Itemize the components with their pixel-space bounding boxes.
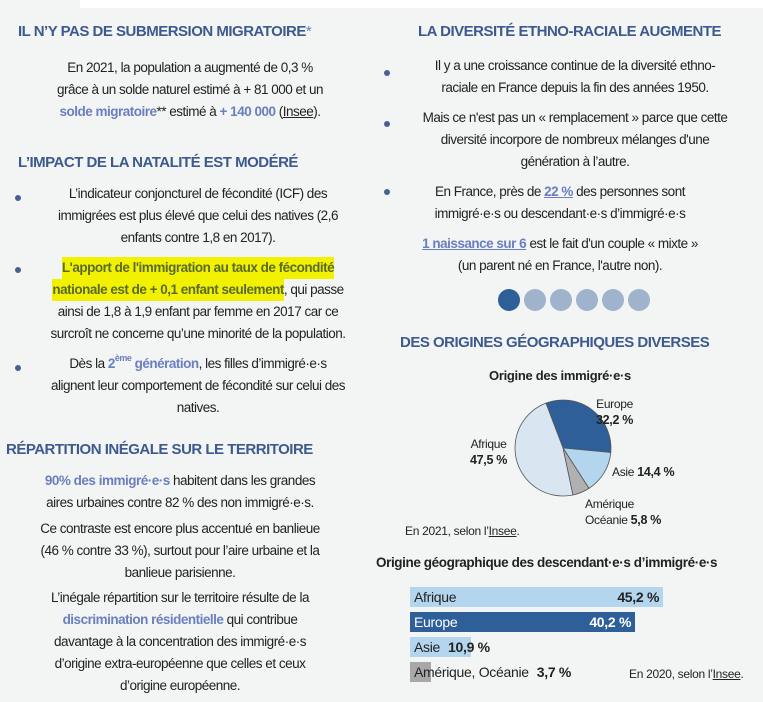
bar-label: Amérique, Océanie: [414, 664, 529, 680]
bullet-22pct: En France, près de 22 % des personnes sont immigré·e·s ou descendant·e·s d’immigré·e·s: [434, 184, 686, 221]
pie-title: Origine des immigré·e·s: [489, 368, 631, 383]
bar-value: 3,7 %: [536, 664, 572, 680]
highlight: L'apport de l'immigration au taux de fécondité: [62, 257, 334, 279]
para-urbaines: 90% des immigré·e·s habitent dans les grandes aires urbaines contre 82 % des non immigré·e·s.: [44, 473, 316, 510]
para-population: En 2021, la population a augmenté de 0,3 % grâce à un solde naturel estimé à + 81 000 et un solde migratoire ** estimé à + 140 000 ( Insee ).: [0, 57, 380, 123]
bullet-remplacement: Mais ce n'est pas un « remplacement » parce que cette diversité incorpore de nombreux mélanges d'une génération à l’autre.: [422, 110, 728, 169]
bar-label: Europe: [414, 614, 458, 630]
insee-link[interactable]: Insee: [712, 667, 741, 681]
pie-label-amerique: Amérique Océanie 5,8 %: [585, 497, 662, 527]
heading-submersion: IL N’Y PAS DE SUBMERSION MIGRATOIRE*: [18, 23, 312, 40]
bullet-generation: Dès la 2 ème génération , les filles d’immigré·e·s alignent leur comportement de fécondité sur celui des natives.: [51, 353, 345, 415]
bar-label-row: [414, 637, 490, 657]
para-banlieue: Ce contraste est encore plus accentué en banlieue (46 % contre 33 %), surtout pour l’aire urbaine et la banlieue parisienne.: [40, 521, 320, 580]
bar-title: Origine géographique des descendant·e·s d’immigré·e·s: [376, 555, 718, 570]
bar-value: 40,2 %: [589, 614, 632, 630]
bar-value: 45,2 %: [617, 589, 660, 605]
insee-link[interactable]: Insee: [282, 104, 314, 119]
heading-repartition: RÉPARTITION INÉGALE SUR LE TERRITOIRE: [6, 441, 313, 458]
bullet-apport: L'apport de l'immigration au taux de fécondité nationale est de + 0,1 enfant seulement , qui passe ainsi de 1,8 à 1,9 enfant par femme en 2017 car ce surcroît ne concerne qu’une minorité de la population.: [20, 257, 376, 345]
pie-label-asie: Asie 14,4 %: [612, 465, 675, 479]
para-naissance: 1 naissance sur 6 est le fait d'un couple « mixte » (un parent né en France, l'autre non).: [422, 236, 698, 273]
para-discrimination: L’inégale répartition sur le territoire résulte de la discrimination résidentielle qui contribue davantage à la concentration des immigré·e·s d’origine extra-européenne que celles et ceux d’origine européenne.: [51, 590, 309, 693]
insee-link[interactable]: Insee: [488, 524, 517, 538]
pie-label-europe: Europe 32,2 %: [596, 397, 634, 427]
bar-source-note: En 2020, selon l’Insee.: [629, 667, 744, 681]
bar-label-row: [414, 662, 571, 682]
bar-label: Afrique: [414, 589, 457, 605]
bullet-croissance: Il y a une croissance continue de la diversité ethno- raciale en France depuis la fin des années 1950.: [434, 58, 716, 95]
heading-natalite: L’IMPACT DE LA NATALITÉ EST MODÉRÉ: [18, 154, 298, 171]
bullet-icf: L’indicateur conjoncturel de fécondité (ICF) des immigrées est plus élevé que celui des natives (2,6 enfants contre 1,8 en 2017).: [58, 186, 338, 245]
bar-value: 10,9 %: [448, 639, 490, 655]
pie-label-afrique: Afrique 47,5 %: [470, 437, 508, 467]
pie-source-note: En 2021, selon l’Insee.: [405, 524, 520, 538]
heading-origines: DES ORIGINES GÉOGRAPHIQUES DIVERSES: [400, 334, 710, 351]
heading-diversite: LA DIVERSITÉ ETHNO-RACIALE AUGMENTE: [418, 23, 722, 40]
bar-label: Asie: [414, 639, 441, 655]
